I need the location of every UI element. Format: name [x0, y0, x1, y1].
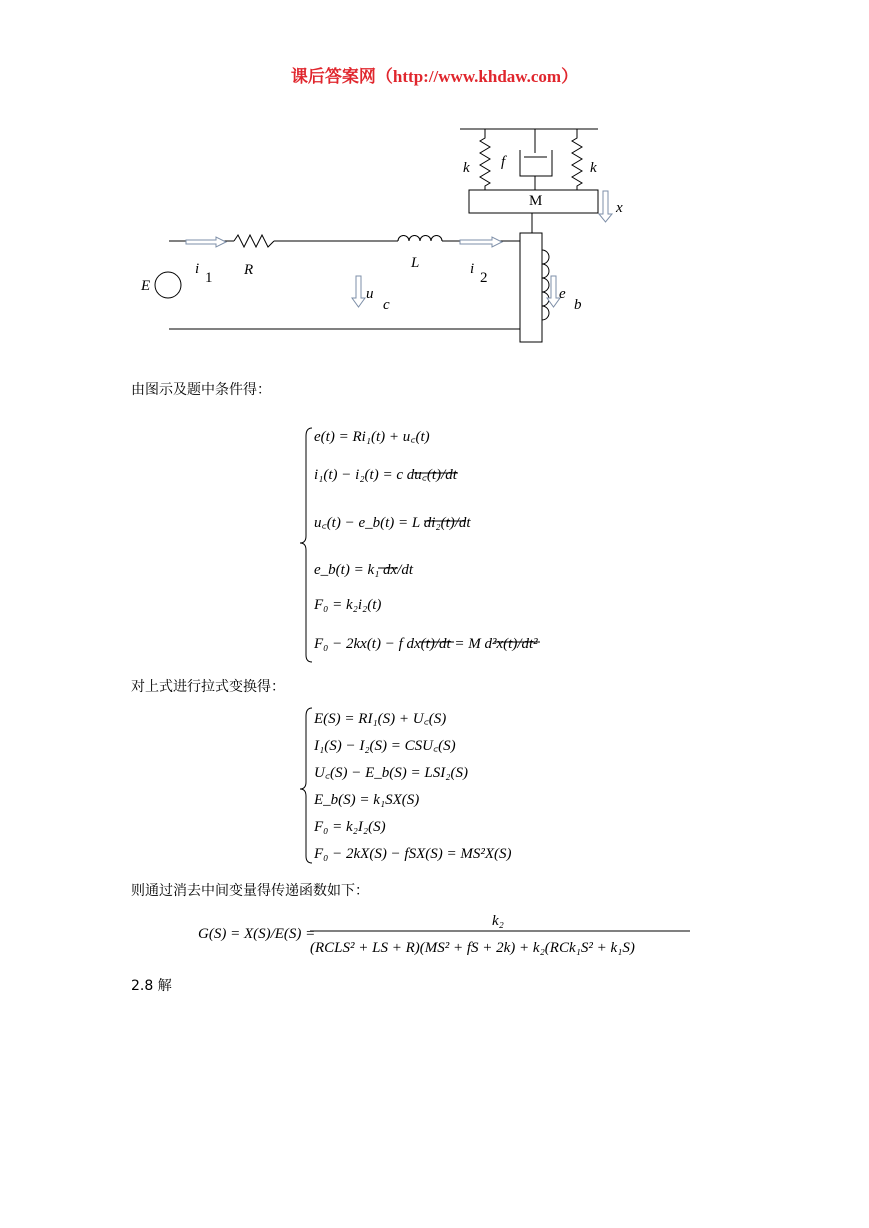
- inductor-l-label: L: [411, 255, 420, 271]
- coil-frame: [520, 233, 542, 342]
- laplace-3: U꜀(S) − E_b(S) = LSI₂(S): [314, 765, 468, 781]
- back-emf-e-label: e: [559, 286, 566, 302]
- transfer-lhs: G(S) = X(S)/E(S) =: [198, 926, 316, 942]
- header-paren: （: [375, 67, 393, 87]
- laplace-brace: [300, 708, 312, 863]
- header-url[interactable]: http://www.khdaw.com: [392, 67, 562, 86]
- coil-winding: [542, 250, 549, 320]
- cap-voltage-u-label: u: [366, 286, 374, 302]
- equation-3: u꜀(t) − e_b(t) = L di₂(t)/dt: [314, 515, 471, 531]
- current-i2-subscript: 2: [480, 270, 488, 286]
- laplace-6: F₀ − 2kX(S) − fSX(S) = MS²X(S): [314, 846, 512, 862]
- left-spring: [480, 129, 490, 190]
- equations-brace: [300, 428, 312, 662]
- cap-voltage-subscript: c: [383, 297, 390, 313]
- transfer-denominator: (RCLS² + LS + R)(MS² + fS + 2k) + k₂(RCk₁S² + k₁S): [310, 940, 635, 956]
- spring-k-right-label: k: [590, 160, 597, 176]
- current-i1-label: i: [195, 261, 200, 277]
- laplace-intro-text: 对上式进行拉式变换得：: [131, 679, 285, 695]
- mechanical-diagram: [460, 129, 612, 233]
- spring-k-left-label: k: [463, 160, 470, 176]
- displacement-x-label: x: [616, 200, 623, 216]
- equation-2: i₁(t) − i₂(t) = c du꜀(t)/dt: [314, 467, 457, 483]
- electrical-diagram: [155, 233, 549, 342]
- resistor-r-label: R: [244, 262, 254, 278]
- current-i2-arrow: [460, 237, 502, 247]
- equation-1: e(t) = Ri₁(t) + u꜀(t): [314, 429, 430, 445]
- back-emf-subscript: b: [574, 297, 582, 313]
- equation-4: e_b(t) = k₁ dx/dt: [314, 562, 414, 578]
- right-spring: [572, 129, 582, 190]
- header-cn: 课后答案网: [290, 67, 376, 87]
- voltage-uc-arrow: [352, 276, 365, 307]
- laplace-2: I₁(S) − I₂(S) = CSU꜀(S): [314, 738, 456, 754]
- transfer-intro-text: 则通过消去中间变量得传递函数如下：: [131, 883, 369, 899]
- laplace-5: F₀ = k₂I₂(S): [314, 819, 386, 835]
- damper-cylinder: [520, 150, 552, 176]
- next-problem-label: 2.8 解: [131, 978, 172, 994]
- current-i2-label: i: [470, 261, 475, 277]
- laplace-4: E_b(S) = k₁SX(S): [314, 792, 420, 808]
- current-i1-arrow: [186, 237, 226, 247]
- displacement-arrow: [599, 191, 612, 222]
- inductor-symbol: [398, 236, 442, 241]
- damper-f-label: f: [501, 154, 506, 170]
- equation-6: F₀ − 2kx(t) − f dx(t)/dt = M d²x(t)/dt²: [314, 636, 538, 652]
- laplace-1: E(S) = RI₁(S) + U꜀(S): [314, 711, 447, 727]
- intro-text: 由图示及题中条件得：: [131, 382, 271, 398]
- header-paren-close: ）: [561, 67, 579, 87]
- transfer-numerator: k₂: [492, 913, 504, 929]
- equation-5: F₀ = k₂i₂(t): [314, 597, 382, 613]
- mass-m-label: M: [529, 193, 543, 209]
- source-e-label: E: [141, 278, 151, 294]
- resistor-symbol: [234, 235, 274, 247]
- current-i1-subscript: 1: [205, 270, 213, 286]
- voltage-source: [155, 272, 181, 298]
